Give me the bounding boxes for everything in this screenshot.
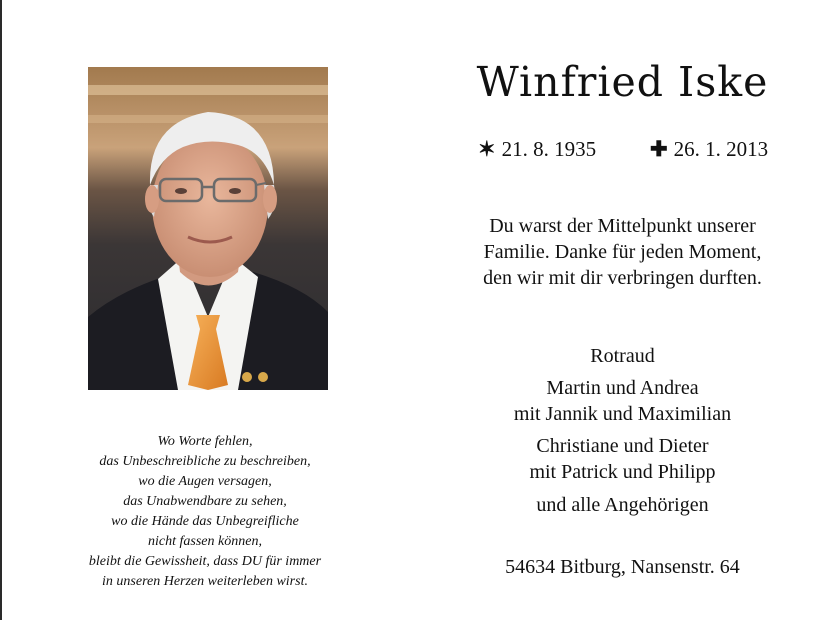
family-line: und alle Angehörigen — [536, 494, 709, 516]
deceased-name: Winfried Iske — [476, 58, 769, 106]
death-date — [650, 137, 768, 162]
poem-line: Wo Worte fehlen, — [157, 434, 253, 449]
family-group-2 — [440, 433, 805, 485]
birth-date-text: 21. 8. 1935 — [501, 137, 597, 161]
quote-line: Du warst der Mittelpunkt unserer — [489, 215, 756, 237]
death-date-text: 26. 1. 2013 — [673, 137, 769, 161]
family-line: Rotraud — [590, 345, 655, 367]
poem-line: wo die Augen versagen, — [138, 474, 272, 489]
cross-icon: ✚ — [650, 137, 668, 161]
memorial-quote — [440, 213, 805, 291]
family-line: mit Patrick und Philipp — [529, 461, 716, 483]
poem-line: das Unbeschreibliche zu beschreiben, — [99, 454, 311, 469]
family-line: Christiane und Dieter — [536, 435, 709, 457]
star-icon: ✶ — [478, 137, 496, 161]
poem-line: das Unabwendbare zu sehen, — [123, 494, 287, 509]
address: 54634 Bitburg, Nansenstr. 64 — [505, 556, 740, 578]
poem-line: nicht fassen können, — [148, 534, 262, 549]
family-group-spouse — [440, 343, 805, 369]
poem-line: wo die Hände das Unbegreifliche — [111, 514, 299, 529]
card-border — [0, 0, 2, 620]
quote-line: Familie. Danke für jeden Moment, — [483, 241, 762, 263]
family-group-relatives — [440, 492, 805, 518]
family-group-1 — [440, 375, 805, 427]
portrait-photo — [88, 67, 328, 390]
poem-line: bleibt die Gewissheit, dass DU für immer — [88, 554, 322, 569]
quote-line: den wir mit dir verbringen durften. — [483, 267, 762, 289]
birth-date — [478, 137, 596, 162]
poem — [40, 432, 370, 592]
family-line: mit Jannik und Maximilian — [513, 403, 732, 425]
family-line: Martin und Andrea — [546, 377, 699, 399]
poem-line: in unseren Herzen weiterleben wirst. — [102, 574, 308, 589]
